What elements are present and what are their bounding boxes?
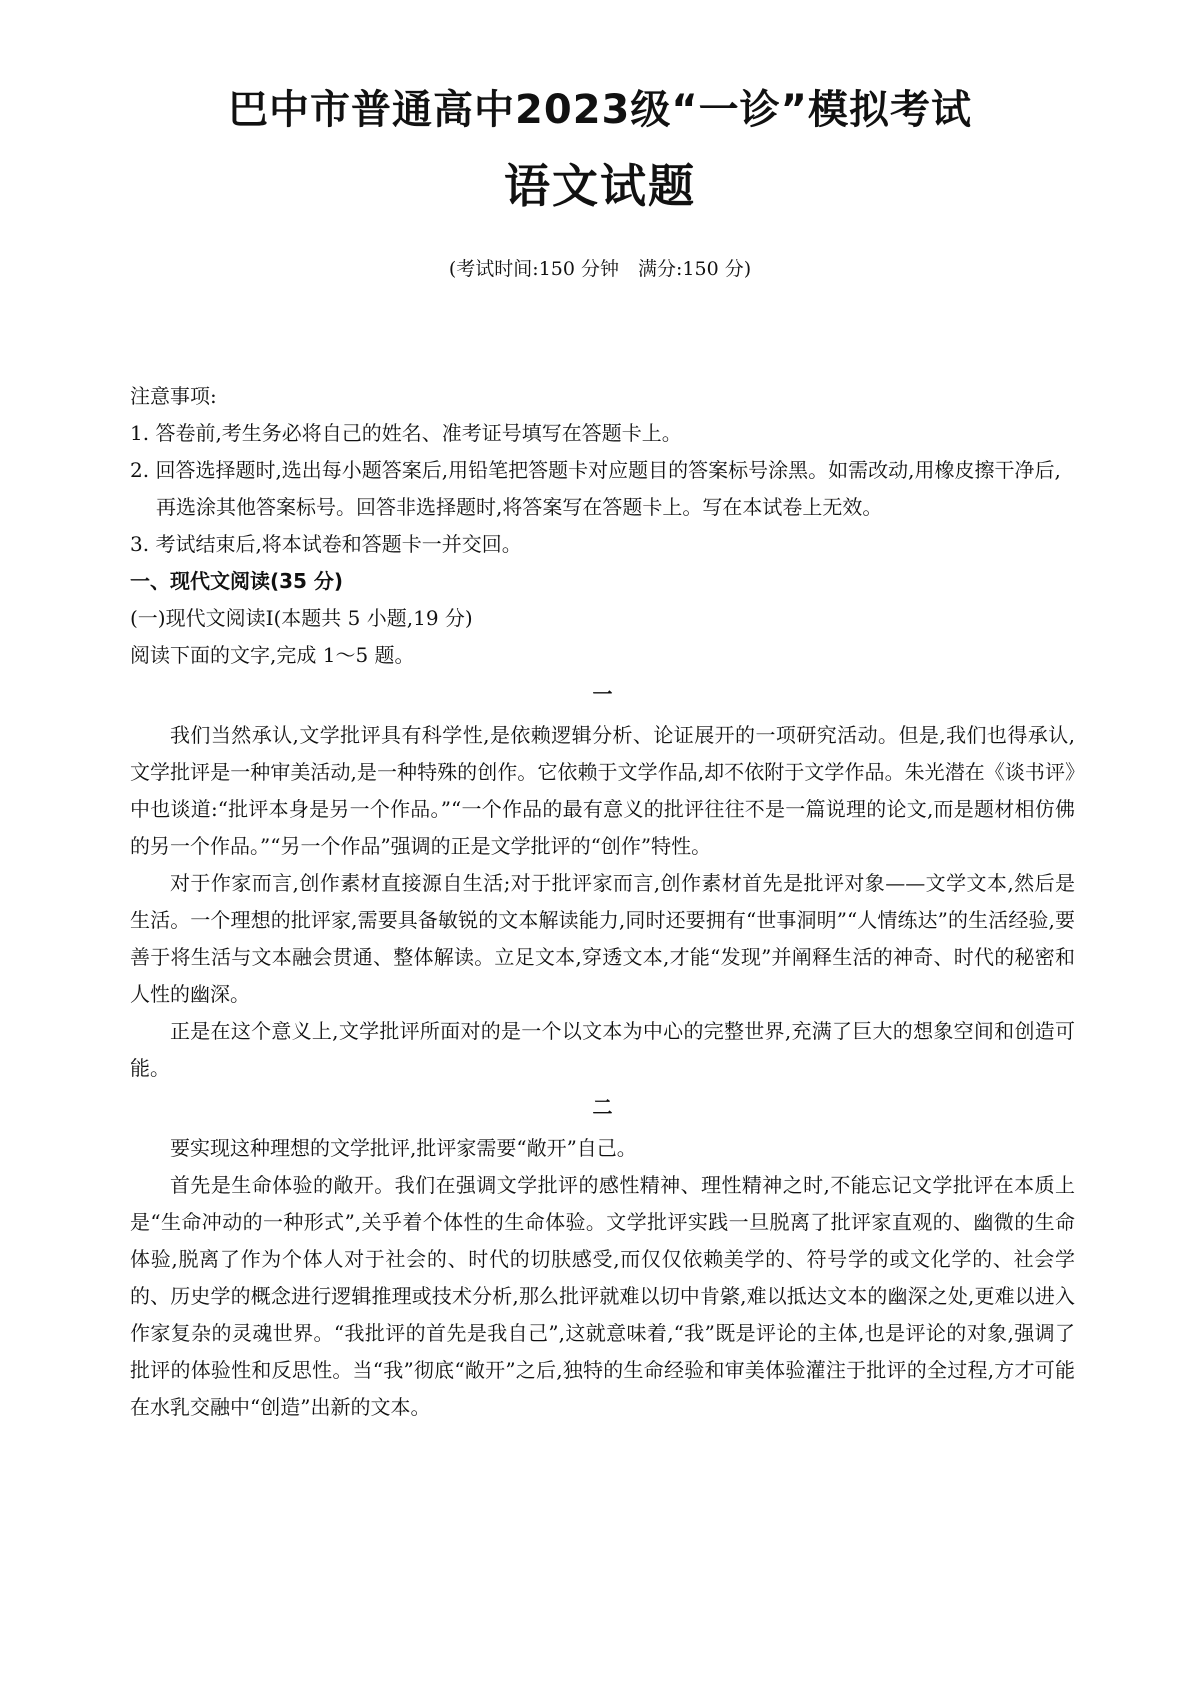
passage-paragraph: 要实现这种理想的文学批评,批评家需要“敞开”自己。 bbox=[170, 1136, 637, 1160]
exam-info: (考试时间:150 分钟 满分:150 分) bbox=[448, 258, 752, 280]
section-subheading: (一)现代文阅读Ⅰ(本题共 5 小题,19 分) bbox=[130, 606, 473, 630]
passage-part-mark: 二 bbox=[592, 1095, 613, 1119]
notice-item: 2. 回答选择题时,选出每小题答案后,用铅笔把答题卡对应题目的答案标号涂黑。如需改动,用橡皮擦干净后,再选涂其他答案标号。回答非选择题时,将答案写在答题卡上。写在本试卷上无效。 bbox=[130, 458, 1061, 519]
notice-item: 1. 答卷前,考生务必将自己的姓名、准考证号填写在答题卡上。 bbox=[130, 421, 682, 445]
exam-body bbox=[130, 378, 1075, 1426]
passage-part-mark: 一 bbox=[592, 682, 613, 706]
notice-heading: 注意事项: bbox=[130, 384, 217, 408]
passage-paragraph: 我们当然承认,文学批评具有科学性,是依赖逻辑分析、论证展开的一项研究活动。但是,我们也得承认,文学批评是一种审美活动,是一种特殊的创作。它依赖于文学作品,却不依附于文学作品。朱光潜在《谈书评》中也谈道:“批评本身是另一个作品。”“一个作品的最有意义的批评往往不是一篇说理的论文,而是题材相仿佛的另一个作品。”“另一个作品”强调的正是文学批评的“创作”特性。 bbox=[130, 723, 1075, 858]
passage-paragraph: 对于作家而言,创作素材直接源自生活;对于批评家而言,创作素材首先是批评对象——文学文本,然后是生活。一个理想的批评家,需要具备敏锐的文本解读能力,同时还要拥有“世事洞明”“人情练达”的生活经验,要善于将生活与文本融会贯通、整体解读。立足文本,穿透文本,才能“发现”并阐释生活的神奇、时代的秘密和人性的幽深。 bbox=[130, 871, 1075, 1006]
passage-paragraph: 正是在这个意义上,文学批评所面对的是一个以文本为中心的完整世界,充满了巨大的想象空间和创造可能。 bbox=[130, 1019, 1075, 1080]
passage-paragraph: 首先是生命体验的敞开。我们在强调文学批评的感性精神、理性精神之时,不能忘记文学批评在本质上是“生命冲动的一种形式”,关乎着个体性的生命体验。文学批评实践一旦脱离了批评家直观的、幽微的生命体验,脱离了作为个体人对于社会的、时代的切肤感受,而仅仅依赖美学的、符号学的或文化学的、社会学的、历史学的概念进行逻辑推理或技术分析,那么批评就难以切中肯綮,难以抵达文本的幽深之处,更难以进入作家复杂的灵魂世界。“我批评的首先是我自己”,这就意味着,“我”既是评论的主体,也是评论的对象,强调了批评的体验性和反思性。当“我”彻底“敞开”之后,独特的生命经验和审美体验灌注于批评的全过程,方才可能在水乳交融中“创造”出新的文本。 bbox=[130, 1173, 1075, 1419]
notice-item: 3. 考试结束后,将本试卷和答题卡一并交回。 bbox=[130, 532, 522, 556]
section-heading: 一、现代文阅读(35 分) bbox=[130, 569, 344, 593]
section-instruction: 阅读下面的文字,完成 1～5 题。 bbox=[130, 643, 415, 667]
exam-title: 巴中市普通高中2023级“一诊”模拟考试 bbox=[228, 87, 972, 133]
exam-subtitle: 语文试题 bbox=[504, 159, 696, 213]
